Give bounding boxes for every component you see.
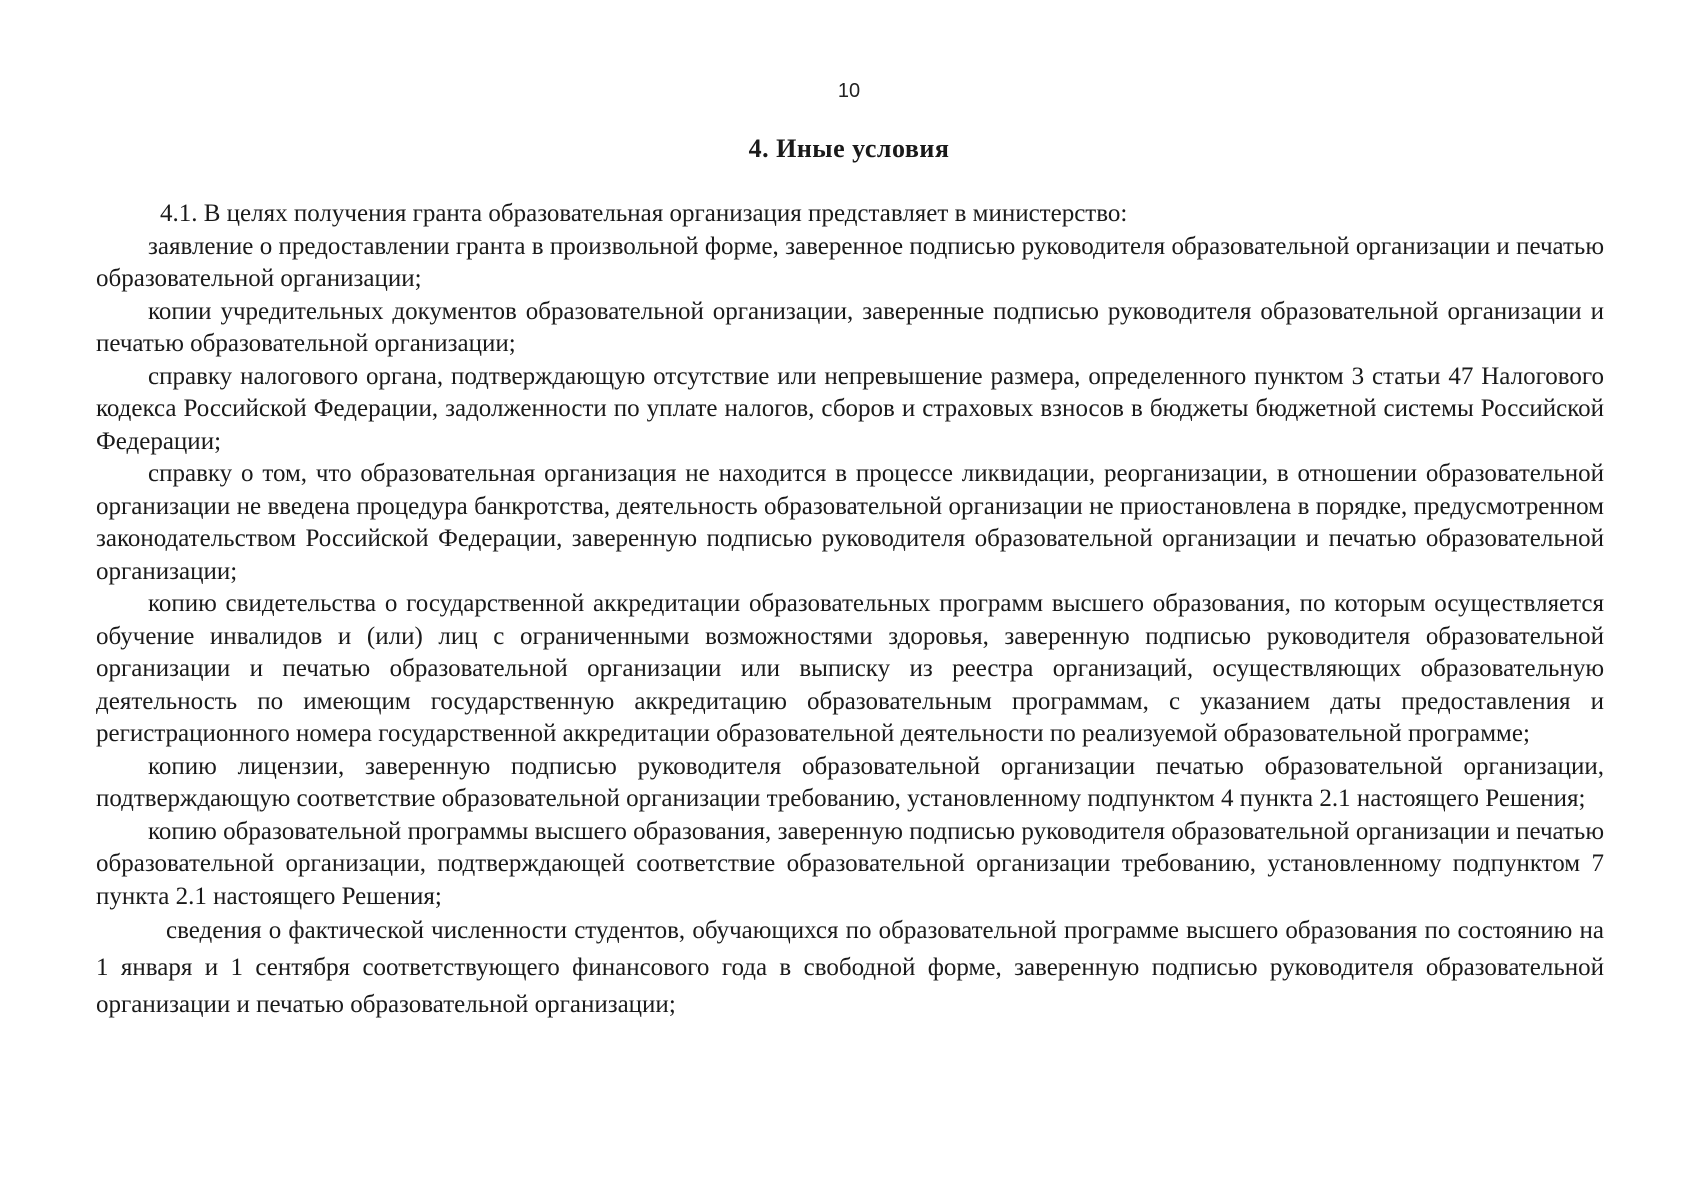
section-title: 4. Иные условия	[748, 134, 950, 163]
paragraph-accreditation-copy: копию свидетельства о государственной аккредитации образовательных программ высшего образования, по которым осуществляется обучение инвалидов и (или) лиц с ограниченными возможностями здоровья, заверенную подписью руководителя образовательной организации и печатью образовательной организации или выписку из реестра организаций, осуществляющих образовательную деятельность по имеющим государственную аккредитацию образовательным программам, с указанием даты предоставления и регистрационного номера государственной аккредитации образовательной деятельности по реализуемой образовательной программе;	[96, 590, 1604, 747]
paragraph-license-copy: копию лицензии, заверенную подписью руководителя образовательной организации печатью образовательной организации, подтверждающую соответствие образовательной организации требованию, установленному подпунктом 4 пункта 2.1 настоящего Решения;	[96, 752, 1604, 812]
body-text	[96, 198, 1604, 1023]
paragraph-liquidation-certificate: справку о том, что образовательная организация не находится в процессе ликвидации, реорганизации, в отношении образовательной организации не введена процедура банкротства, деятельность образовательной организации не приостановлена в порядке, предусмотренном законодательством Российской Федерации, заверенную подписью руководителя образовательной организации и печатью образовательной организации;	[96, 460, 1604, 585]
paragraph-program-copy: копию образовательной программы высшего образования, заверенную подписью руководителя образовательной организации и печатью образовательной организации, подтверждающей соответствие образовательной организации требованию, установленному подпунктом 7 пункта 2.1 настоящего Решения;	[96, 817, 1604, 910]
paragraph-student-numbers: сведения о фактической численности студентов, обучающихся по образовательной программе высшего образования по состоянию на 1 января и 1 сентября соответствующего финансового года в свободной форме, заверенную подписью руководителя образовательной организации и печатью образовательной организации;	[96, 917, 1604, 1018]
paragraph-4-1: 4.1. В целях получения гранта образовательная организация представляет в министерство:	[160, 200, 1128, 227]
paragraph-tax-certificate: справку налогового органа, подтверждающую отсутствие или непревышение размера, определенного пунктом 3 статьи 47 Налогового кодекса Российской Федерации, задолженности по уплате налогов, сборов и страховых взносов в бюджеты бюджетной системы Российской Федерации;	[96, 362, 1604, 455]
paragraph-application: заявление о предоставлении гранта в произвольной форме, заверенное подписью руководителя образовательной организации и печатью образовательной организации;	[96, 232, 1604, 292]
page-number: 10	[837, 80, 861, 102]
paragraph-founding-documents: копии учредительных документов образовательной организации, заверенные подписью руководителя образовательной организации и печатью образовательной организации;	[96, 297, 1604, 357]
